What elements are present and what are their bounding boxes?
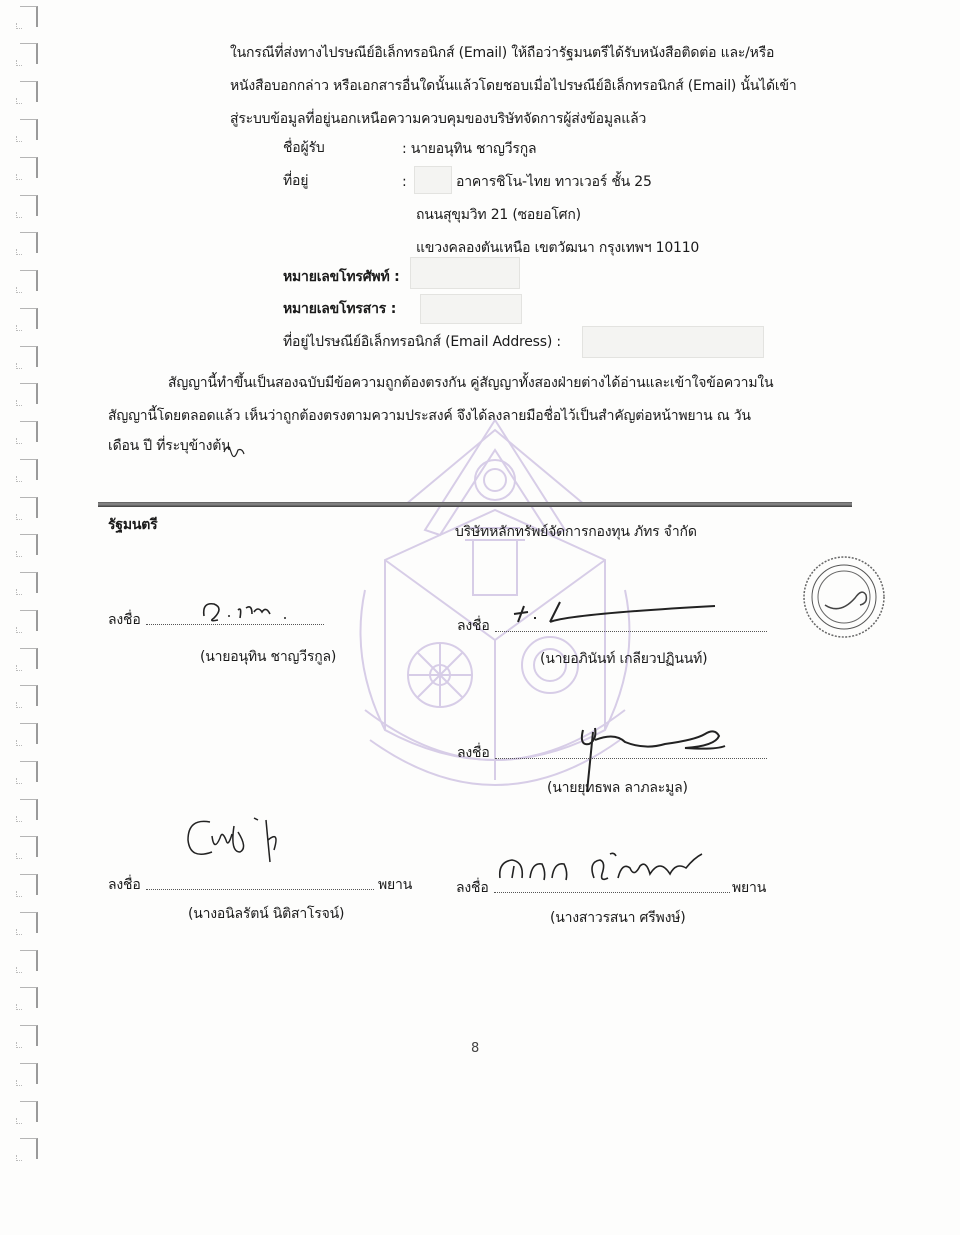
binder-hole-icon xyxy=(20,43,38,64)
recipient-address-line-1: อาคารชิโน-ไทย ทาวเวอร์ ชั้น 25 xyxy=(456,174,652,190)
witness-1-label: ลงชื่อ xyxy=(108,877,141,893)
binder-hole-icon xyxy=(20,157,38,178)
recipient-fax-label: หมายเลขโทรสาร : xyxy=(283,301,397,317)
initials-mark-icon xyxy=(222,440,246,458)
binder-hole-icon xyxy=(20,761,38,782)
signature-3-name: (นายยุทธพล ลาภละมูล) xyxy=(547,780,688,796)
section-divider xyxy=(98,502,852,507)
witness-1-suffix: พยาน xyxy=(378,877,413,893)
page-number: 8 xyxy=(471,1041,480,1056)
binder-hole-icon xyxy=(20,119,38,140)
recipient-name-label: ชื่อผู้รับ xyxy=(283,140,325,156)
signature-1-label: ลงชื่อ xyxy=(108,612,141,628)
recipient-address-line-2: ถนนสุขุมวิท 21 (ซอยอโศก) xyxy=(416,207,581,223)
binder-hole-icon xyxy=(20,836,38,857)
binder-hole-icon xyxy=(20,1138,38,1159)
email-paragraph-line-2: หนังสือบอกกล่าว หรือเอกสารอื่นใดนั้นแล้วโดยชอบเมื่อไปรษณีย์อิเล็กทรอนิกส์ (Email) นั้นได้เข้า xyxy=(230,78,797,94)
binder-hole-icon xyxy=(20,6,38,27)
binder-hole-icon xyxy=(20,270,38,291)
recipient-address-label: ที่อยู่ xyxy=(283,173,309,189)
binder-hole-icon xyxy=(20,232,38,253)
recipient-email-label: ที่อยู่ไปรษณีย์อิเล็กทรอนิกส์ (Email Address) : xyxy=(283,334,561,350)
company-seal-stamp-icon xyxy=(800,553,888,641)
binder-hole-icon xyxy=(20,912,38,933)
witness-2-name: (นางสาวรสนา ศรีพงษ์) xyxy=(550,910,686,926)
binder-hole-icon xyxy=(20,987,38,1008)
signature-3-label: ลงชื่อ xyxy=(457,745,490,761)
signature-1-handwriting xyxy=(196,598,316,628)
binder-hole-icon xyxy=(20,497,38,518)
binder-hole-icon xyxy=(20,648,38,669)
email-paragraph-line-3: สู่ระบบข้อมูลที่อยู่นอกเหนือความควบคุมของบริษัทจัดการผู้ส่งข้อมูลแล้ว xyxy=(230,111,647,127)
witness-1-handwriting xyxy=(182,812,302,872)
recipient-address-colon: : xyxy=(402,174,407,190)
minister-party-title: รัฐมนตรี xyxy=(108,517,158,533)
binder-hole-icon xyxy=(20,685,38,706)
binder-hole-icon xyxy=(20,346,38,367)
recipient-address-line-3: แขวงคลองตันเหนือ เขตวัฒนา กรุงเทพฯ 10110 xyxy=(416,240,700,256)
signature-2-handwriting xyxy=(510,600,720,630)
redacted-house-number xyxy=(414,166,452,194)
witness-2-handwriting xyxy=(490,848,720,892)
binder-hole-icon xyxy=(20,383,38,404)
redacted-fax xyxy=(420,294,522,324)
binder-hole-icon xyxy=(20,195,38,216)
signature-2-line xyxy=(495,630,767,632)
recipient-phone-label: หมายเลขโทรศัพท์ : xyxy=(283,269,400,285)
signature-2-name: (นายอภินันท์ เกลียวปฏินนท์) xyxy=(540,651,708,667)
redacted-email xyxy=(582,326,764,358)
binder-hole-icon xyxy=(20,572,38,593)
binder-hole-icon xyxy=(20,799,38,820)
binder-hole-icon xyxy=(20,610,38,631)
binder-hole-icon xyxy=(20,534,38,555)
binder-hole-icon xyxy=(20,1063,38,1084)
binder-hole-icon xyxy=(20,459,38,480)
redacted-phone xyxy=(410,257,520,289)
recipient-name-value: : นายอนุทิน ชาญวีรกูล xyxy=(402,141,537,157)
company-party-title: บริษัทหลักทรัพย์จัดการกองทุน ภัทร จำกัด xyxy=(455,524,697,540)
closing-paragraph-line-1: สัญญานี้ทำขึ้นเป็นสองฉบับมีข้อความถูกต้องตรงกัน คู่สัญญาทั้งสองฝ่ายต่างได้อ่านและเข้าใจข้อความใน xyxy=(168,375,774,391)
binder-hole-icon xyxy=(20,950,38,971)
email-paragraph-line-1: ในกรณีที่ส่งทางไปรษณีย์อิเล็กทรอนิกส์ (Email) ให้ถือว่ารัฐมนตรีได้รับหนังสือติดต่อ และ/หรือ xyxy=(230,45,775,61)
closing-paragraph-line-3: เดือน ปี ที่ระบุข้างต้น xyxy=(108,438,231,454)
signature-2-label: ลงชื่อ xyxy=(457,618,490,634)
binder-hole-icon xyxy=(20,1101,38,1122)
binder-hole-icon xyxy=(20,874,38,895)
witness-2-label: ลงชื่อ xyxy=(456,880,489,896)
binder-hole-icon xyxy=(20,81,38,102)
binder-hole-icon xyxy=(20,723,38,744)
binder-hole-icon xyxy=(20,1025,38,1046)
signature-1-name: (นายอนุทิน ชาญวีรกูล) xyxy=(200,649,337,665)
witness-1-name: (นางอนิลรัตน์ นิติสาโรจน์) xyxy=(188,906,345,922)
witness-2-line xyxy=(494,891,730,893)
closing-paragraph-line-2: สัญญานี้โดยตลอดแล้ว เห็นว่าถูกต้องตรงตามความประสงค์ จึงได้ลงลายมือชื่อไว้เป็นสำคัญต่อหน้าพยาน ณ วัน xyxy=(108,408,751,424)
witness-2-suffix: พยาน xyxy=(732,880,767,896)
binder-hole-icon xyxy=(20,421,38,442)
binder-hole-icon xyxy=(20,308,38,329)
witness-1-line xyxy=(146,888,374,890)
